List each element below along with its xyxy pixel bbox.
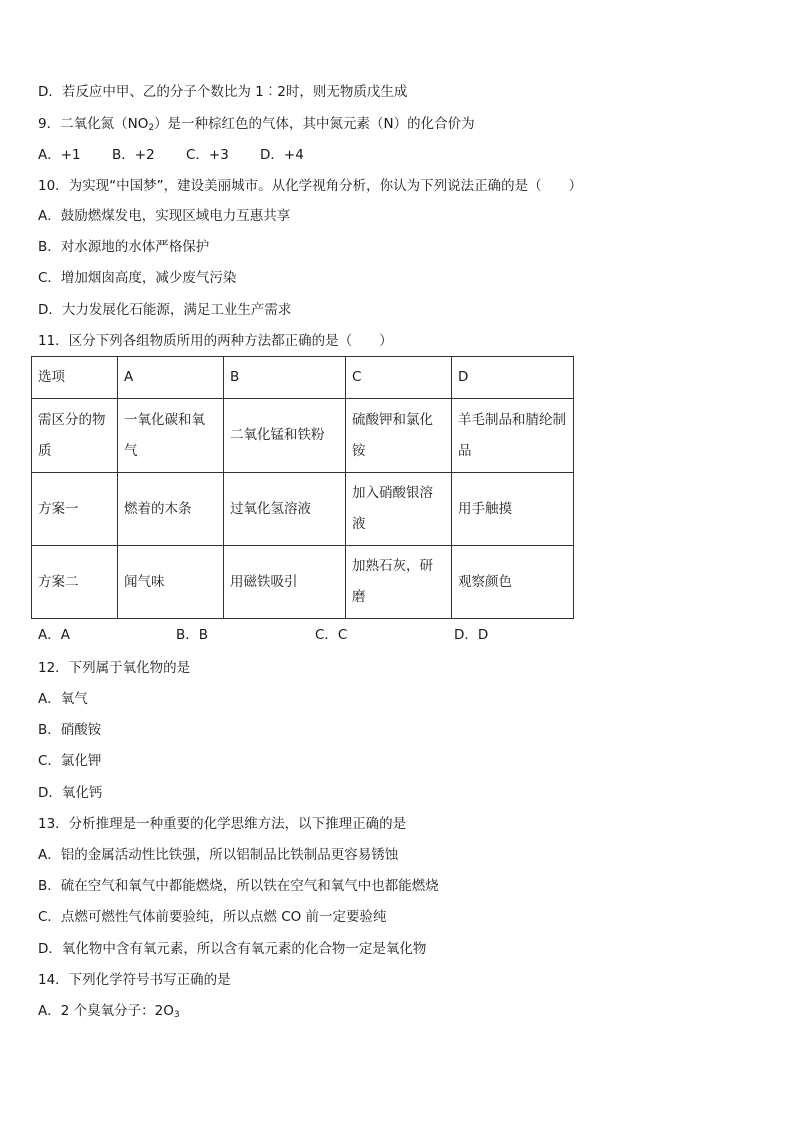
table-cell: B (224, 357, 346, 399)
table-cell: 燃着的木条 (118, 473, 224, 546)
q11-options (38, 625, 488, 645)
table-cell: 羊毛制品和腈纶制品 (452, 399, 574, 473)
q13-option-a: A．铝的金属活动性比铁强，所以铝制品比铁制品更容易锈蚀 (38, 847, 399, 863)
q11-option-a: A．A (38, 627, 70, 643)
table-cell: 方案一 (32, 473, 118, 546)
q13-stem: 13．分析推理是一种重要的化学思维方法，以下推理正确的是 (38, 816, 407, 832)
q10-option-d: D．大力发展化石能源，满足工业生产需求 (38, 302, 292, 318)
table-cell: 用手触摸 (452, 473, 574, 546)
table-header-row (32, 357, 574, 399)
table-row (32, 546, 574, 619)
table-row (32, 473, 574, 546)
table-cell: A (118, 357, 224, 399)
q9-stem-part1: 9．二氧化氮（NO (38, 116, 149, 132)
table-row (32, 399, 574, 473)
q12-option-d: D．氧化钙 (38, 785, 103, 801)
q12-stem: 12．下列属于氧化物的是 (38, 660, 191, 676)
table-cell: C (346, 357, 452, 399)
q9-option-a: A．+1 (38, 147, 81, 163)
table-cell: 过氧化氢溶液 (224, 473, 346, 546)
q9-subscript: 2 (148, 123, 155, 133)
q14-stem: 14．下列化学符号书写正确的是 (38, 972, 231, 988)
table-cell: 用磁铁吸引 (224, 546, 346, 619)
q8-option-d: D．若反应中甲、乙的分子个数比为 1︰2时，则无物质戊生成 (38, 84, 408, 100)
q14-option-a (38, 1001, 180, 1025)
q10-stem: 10．为实现“中国梦”，建设美丽城市。从化学视角分析，你认为下列说法正确的是（ ） (38, 178, 583, 194)
table-cell: 需区分的物质 (32, 399, 118, 473)
q11-option-c: C．C (315, 627, 348, 643)
q10-option-c: C．增加烟囱高度，减少废气污染 (38, 270, 237, 286)
table-cell: 观察颜色 (452, 546, 574, 619)
table-cell: 选项 (32, 357, 118, 399)
q10-option-b: B．对水源地的水体严格保护 (38, 239, 210, 255)
table-cell: 硫酸钾和氯化铵 (346, 399, 452, 473)
table-cell: 闻气味 (118, 546, 224, 619)
table-cell: 加熟石灰，研磨 (346, 546, 452, 619)
q11-option-d: D．D (454, 627, 489, 643)
q9-stem (38, 114, 475, 138)
q13-option-c: C．点燃可燃性气体前要验纯，所以点燃 CO 前一定要验纯 (38, 909, 387, 925)
q11-table (31, 356, 574, 619)
q9-options (38, 145, 304, 165)
q11-option-b: B．B (176, 627, 209, 643)
q13-option-b: B．硫在空气和氧气中都能燃烧，所以铁在空气和氧气中也都能燃烧 (38, 878, 439, 894)
table-cell: 二氧化锰和铁粉 (224, 399, 346, 473)
q9-option-c: C．+3 (186, 147, 229, 163)
q10-option-a: A．鼓励燃煤发电，实现区域电力互惠共享 (38, 208, 291, 224)
table-cell: 方案二 (32, 546, 118, 619)
q9-option-d: D．+4 (260, 147, 304, 163)
q9-stem-part2: ）是一种棕红色的气体，其中氮元素（N）的化合价为 (154, 116, 475, 132)
q13-option-d: D．氧化物中含有氧元素，所以含有氧元素的化合物一定是氧化物 (38, 941, 427, 957)
q14-subscript: 3 (173, 1010, 180, 1020)
table-cell: 加入硝酸银溶液 (346, 473, 452, 546)
q12-option-a: A．氧气 (38, 691, 88, 707)
q12-option-c: C．氯化钾 (38, 753, 102, 769)
q11-stem: 11．区分下列各组物质所用的两种方法都正确的是（ ） (38, 333, 393, 349)
q14-option-a-text: A．2 个臭氧分子：2O (38, 1003, 174, 1019)
q9-option-b: B．+2 (112, 147, 155, 163)
table-cell: D (452, 357, 574, 399)
table-cell: 一氧化碳和氧气 (118, 399, 224, 473)
q12-option-b: B．硝酸铵 (38, 722, 102, 738)
